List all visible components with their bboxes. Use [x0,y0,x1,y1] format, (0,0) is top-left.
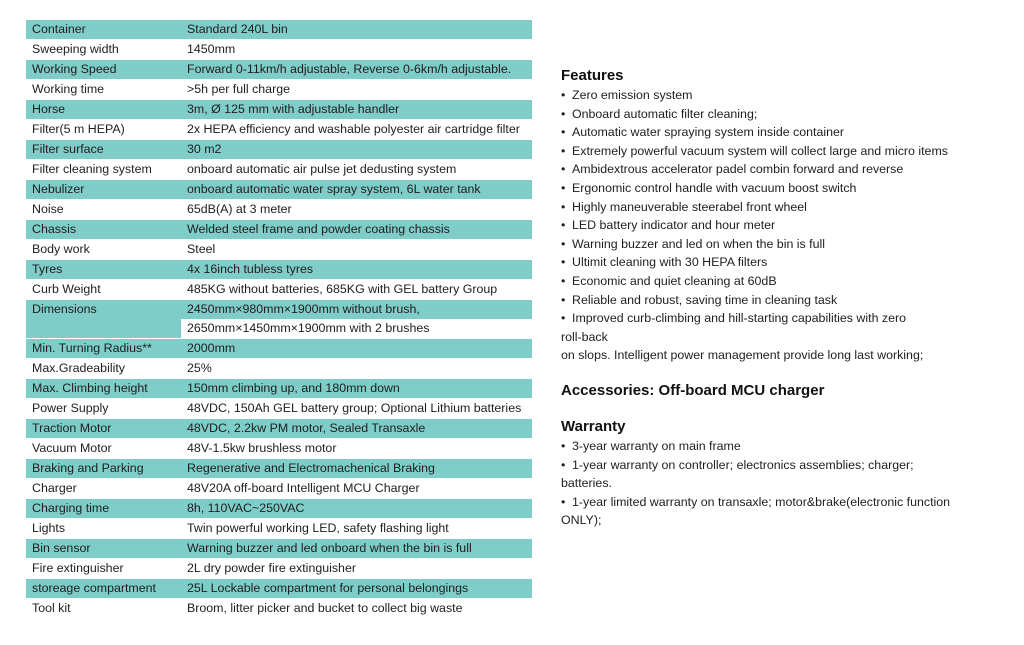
table-row [26,519,532,539]
bullet-icon: • [561,236,566,251]
list-item-text: batteries. [561,476,612,491]
spec-value-line: 30 m2 [187,142,222,156]
list-item [561,179,1001,198]
list-item-text: LED battery indicator and hour meter [572,218,776,233]
list-item-text: 1-year warranty on controller; electronics assemblies; charger; [572,457,914,472]
list-item [561,437,1001,456]
spec-value-line: 8h, 110VAC~250VAC [187,501,305,515]
spec-value [181,180,532,200]
table-row [26,419,532,439]
list-item [561,142,1001,161]
spec-label: Working Speed [26,60,181,80]
table-row [26,479,532,499]
list-item [561,456,1001,493]
table-row [26,140,532,160]
spec-label: Sweeping width [26,40,181,60]
spec-label: Tyres [26,260,181,280]
specifications-table-body [26,20,532,619]
table-row [26,80,532,100]
list-item-text: 1-year limited warranty on transaxle; motor&brake(electronic function [572,494,951,509]
spec-value-line: 25% [187,361,212,375]
spec-label: Chassis [26,220,181,240]
list-item [561,86,1001,105]
spec-label: Body work [26,240,181,260]
spec-value [181,60,532,80]
spec-value-line: Steel [187,242,216,256]
spec-label: Bin sensor [26,539,181,559]
table-row [26,220,532,240]
spec-label: Lights [26,519,181,539]
bullet-icon: • [561,255,566,270]
spec-label: Filter surface [26,140,181,160]
bullet-icon: • [561,180,566,195]
table-row [26,260,532,280]
bullet-icon: • [561,292,566,307]
spec-label: Curb Weight [26,280,181,300]
bullet-icon: • [561,199,566,214]
table-row [26,579,532,599]
spec-label: Traction Motor [26,419,181,439]
warranty-list [561,437,1001,530]
spec-value-line: Regenerative and Electromachenical Braking [187,461,435,475]
bullet-icon: • [561,438,566,453]
table-row [26,359,532,379]
spec-label: Filter(5 m HEPA) [26,120,181,140]
spec-value-line: onboard automatic water spray system, 6L water tank [187,182,481,196]
list-item [561,253,1001,272]
list-item-text: Economic and quiet cleaning at 60dB [572,273,777,288]
bullet-icon: • [561,273,566,288]
spec-value [181,280,532,300]
table-row [26,60,532,80]
spec-label: Min. Turning Radius** [26,339,181,359]
spec-label: Power Supply [26,399,181,419]
info-column [561,66,1001,530]
spec-value-line: 65dB(A) at 3 meter [187,202,292,216]
bullet-icon: • [561,218,566,233]
table-row [26,160,532,180]
spec-label: Dimensions [26,300,181,339]
table-row [26,539,532,559]
spec-value [181,160,532,180]
list-item-text: Ergonomic control handle with vacuum boost switch [572,180,857,195]
bullet-icon: • [561,311,566,326]
spec-value [181,579,532,599]
spec-value [181,539,532,559]
list-item [561,309,1001,365]
table-row [26,339,532,359]
spec-value [181,479,532,499]
spec-value [181,100,532,120]
spec-value-line: onboard automatic air pulse jet dedusting system [187,162,457,176]
specifications-table [26,20,532,619]
spec-value [181,260,532,280]
list-item [561,216,1001,235]
table-row [26,120,532,140]
list-item [561,291,1001,310]
list-item-text: Ultimit cleaning with 30 HEPA filters [572,255,768,270]
spec-label: Charger [26,479,181,499]
list-item-text: Ambidextrous accelerator padel combin forward and reverse [572,162,904,177]
bullet-icon: • [561,143,566,158]
list-item [561,105,1001,124]
spec-value-line: 3m, Ø 125 mm with adjustable handler [187,102,400,116]
spec-value [181,240,532,260]
spec-value [181,200,532,220]
spec-value-line: 4x 16inch tubless tyres [187,262,314,276]
spec-label: Tool kit [26,599,181,619]
table-row [26,599,532,619]
accessories-title: Accessories: Off-board MCU charger [561,381,825,399]
spec-value-line: Welded steel frame and powder coating chassis [187,222,450,236]
bullet-icon: • [561,106,566,121]
spec-label: Working time [26,80,181,100]
list-item [561,198,1001,217]
list-item-text: on slops. Intelligent power management provide long last working; [561,348,924,363]
list-item-text: ONLY); [561,513,602,528]
list-item [561,272,1001,291]
spec-label: storeage compartment [26,579,181,599]
spec-value-line: 150mm climbing up, and 180mm down [187,381,400,395]
table-row [26,280,532,300]
list-item [561,123,1001,142]
table-row [26,240,532,260]
features-list [561,86,1001,365]
spec-value [181,439,532,459]
spec-label: Braking and Parking [26,459,181,479]
spec-value [181,140,532,160]
spec-value [181,359,532,379]
table-row [26,200,532,220]
spec-value [181,80,532,100]
bullet-icon: • [561,494,566,509]
spec-label: Charging time [26,499,181,519]
spec-label: Noise [26,200,181,220]
spec-value [181,459,532,479]
list-item-text: Highly maneuverable steerabel front wheel [572,199,807,214]
spec-value-line: 48VDC, 150Ah GEL battery group; Optional Lithium batteries [187,401,522,415]
spec-value [181,339,532,359]
table-row [26,300,532,339]
spec-value [181,120,532,140]
list-item-text: Automatic water spraying system inside container [572,125,845,140]
spec-value [181,419,532,439]
list-item-text: Zero emission system [572,88,693,102]
spec-value [181,399,532,419]
warranty-title: Warranty [561,417,626,435]
spec-value [181,20,532,40]
list-item-text: Reliable and robust, saving time in cleaning task [572,292,838,307]
bullet-icon: • [561,88,566,102]
spec-label: Horse [26,100,181,120]
spec-value [181,499,532,519]
list-item [561,235,1001,254]
spec-value-line: 48V20A off-board Intelligent MCU Charger [187,481,420,495]
spec-value-line: Twin powerful working LED, safety flashing light [187,521,449,535]
spec-label: Max. Climbing height [26,379,181,399]
spec-label: Container [26,20,181,40]
bullet-icon: • [561,162,566,177]
spec-value-line: 48VDC, 2.2kw PM motor, Sealed Transaxle [187,421,426,435]
table-row [26,20,532,40]
list-item [561,493,1001,530]
list-item-text: Onboard automatic filter cleaning; [572,106,758,121]
list-item-text: roll-back [561,329,608,344]
spec-label: Max.Gradeability [26,359,181,379]
spec-label: Nebulizer [26,180,181,200]
spec-value [181,220,532,240]
spec-value [181,379,532,399]
spec-value-line: 2x HEPA efficiency and washable polyester air cartridge filter [187,122,520,136]
table-row [26,399,532,419]
spec-value [181,40,532,60]
spec-value-line: 1450mm [187,42,236,56]
bullet-icon: • [561,125,566,140]
table-row [26,559,532,579]
table-row [26,100,532,120]
spec-value-line: Standard 240L bin [187,22,288,36]
spec-value-line: 2450mm×980mm×1900mm without brush, [187,302,420,316]
spec-value-line: 2650mm×1450mm×1900mm with 2 brushes [181,319,532,338]
table-row [26,40,532,60]
list-item [561,160,1001,179]
spec-value-line: 48V-1.5kw brushless motor [187,441,337,455]
table-row [26,499,532,519]
list-item-text: Improved curb-climbing and hill-starting capabilities with zero [572,311,907,326]
list-item-text: 3-year warranty on main frame [572,438,741,453]
spec-value [181,519,532,539]
spec-value-line: Broom, litter picker and bucket to collect big waste [187,601,463,615]
spec-value [181,300,532,339]
bullet-icon: • [561,457,566,472]
spec-label: Vacuum Motor [26,439,181,459]
features-title: Features [561,67,624,84]
spec-value-line: 2L dry powder fire extinguisher [187,561,356,575]
table-row [26,180,532,200]
spec-value [181,599,532,619]
spec-value-line: >5h per full charge [187,82,290,96]
table-row [26,459,532,479]
spec-label: Fire extinguisher [26,559,181,579]
spec-value-line: 25L Lockable compartment for personal belongings [187,581,469,595]
list-item-text: Extremely powerful vacuum system will collect large and micro items [572,143,948,158]
spec-value-line: 2000mm [187,341,236,355]
spec-value-line: Warning buzzer and led onboard when the bin is full [187,541,472,555]
spec-label: Filter cleaning system [26,160,181,180]
spec-value [181,559,532,579]
table-row [26,439,532,459]
spec-value-line: 485KG without batteries, 685KG with GEL battery Group [187,282,498,296]
table-row [26,379,532,399]
spec-value-line: Forward 0-11km/h adjustable, Reverse 0-6km/h adjustable. [187,62,512,76]
list-item-text: Warning buzzer and led on when the bin is full [572,236,826,251]
